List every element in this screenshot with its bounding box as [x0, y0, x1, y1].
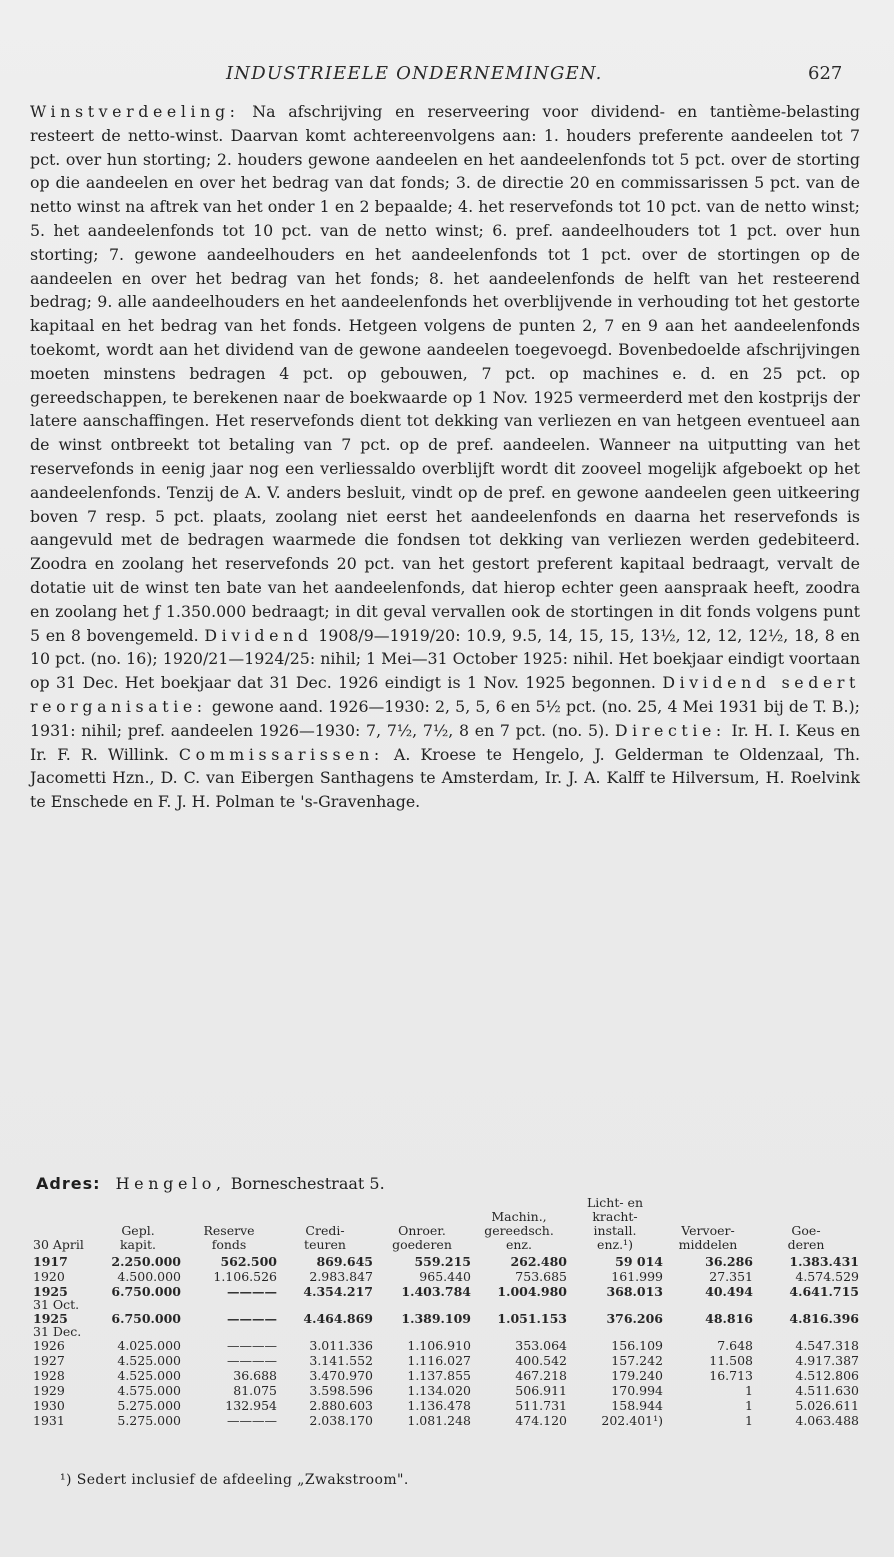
table-cell — [471, 1326, 567, 1338]
section-text-dividend: 1908/9—1919/20: 10.9, 9.5, 14, 15, 15, 13½, 12, 12, 12½, 18, 8 en 10 pct. (no. 16); 1920/21—1924/25: nihil; 1 Mei—31 October 1925: nihil. Het boekjaar eindigt voortaan op 31 Dec. Het boekjaar dat 31 Dec. 1926 eindigt is 1 Nov. 1925 begonnen. — [30, 625, 860, 693]
table-cell: 158.944 — [611, 1398, 663, 1413]
table-cell — [753, 1299, 859, 1311]
table-cell: 156.109 — [611, 1338, 663, 1353]
table-cell — [373, 1326, 471, 1338]
column-header: Goe- deren — [787, 1223, 825, 1252]
row-date-cell: 1920 — [33, 1269, 65, 1284]
table-cell: 132.954 — [225, 1398, 277, 1413]
table-row — [33, 1338, 859, 1353]
table-cell: 753.685 — [515, 1269, 567, 1284]
table-cell — [95, 1326, 181, 1338]
table-cell — [95, 1299, 181, 1311]
section-label-commissarissen: Commissarissen: — [178, 744, 384, 764]
table-row — [33, 1383, 859, 1398]
table-cell: 559.215 — [414, 1254, 471, 1269]
row-date-cell: 1926 — [33, 1338, 65, 1353]
table-cell: ———— — [227, 1284, 277, 1299]
table-cell — [567, 1299, 663, 1311]
footnote: ¹) Sedert inclusief de afdeeling „Zwakstroom". — [60, 1472, 409, 1488]
table-row — [33, 1368, 859, 1383]
table-cell: 4.525.000 — [117, 1353, 181, 1368]
table-cell: 262.480 — [510, 1254, 567, 1269]
table-cell: 36.688 — [233, 1368, 277, 1383]
table-cell: 27.351 — [709, 1269, 753, 1284]
address-street: Borneschestraat 5. — [230, 1174, 385, 1193]
section-label-directie: Directie: — [614, 720, 726, 740]
table-cell: 511.731 — [515, 1398, 567, 1413]
table-cell — [567, 1326, 663, 1338]
table-cell: 4.574.529 — [795, 1269, 859, 1284]
table-cell: 1 — [745, 1383, 753, 1398]
table-cell: 11.508 — [709, 1353, 753, 1368]
financial-table — [33, 1196, 859, 1428]
section-text-directie: Ir. H. I. Keus en Ir. F. R. Willink. — [30, 720, 860, 764]
row-date-cell: 1930 — [33, 1398, 65, 1413]
table-cell — [181, 1326, 277, 1338]
column-header: 30 April — [33, 1237, 84, 1252]
column-header: Reserve fonds — [203, 1223, 255, 1252]
body-text — [30, 100, 860, 814]
row-date-cell: 31 Oct. — [33, 1297, 80, 1312]
table-cell: 1.051.153 — [497, 1311, 567, 1326]
row-date-cell: 31 Dec. — [33, 1324, 82, 1339]
table-cell: 5.275.000 — [117, 1413, 181, 1428]
article-paragraph — [30, 100, 860, 814]
table-cell: 1.106.910 — [407, 1338, 471, 1353]
table-cell — [277, 1326, 373, 1338]
table-row — [33, 1353, 859, 1368]
table-cell: ———— — [227, 1338, 277, 1353]
table-cell: 179.240 — [611, 1368, 663, 1383]
table-row — [33, 1254, 859, 1269]
table-cell: 2.250.000 — [111, 1254, 181, 1269]
section-text-dividend-sedert: gewone aand. 1926—1930: 2, 5, 5, 6 en 5½ pct. (no. 25, 4 Mei 1931 bij de T. B.); 1931: nihil; pref. aandeelen 1926—1930: 7, 7½, 7½, 8 en 7 pct. (no. 5). — [30, 696, 860, 740]
section-label-winstverdeeling: Winstverdeeling: — [30, 102, 240, 121]
table-cell: 1.134.020 — [407, 1383, 471, 1398]
table-cell: 4.547.318 — [795, 1338, 859, 1353]
table-cell: 5.275.000 — [117, 1398, 181, 1413]
table-cell: 1 — [745, 1413, 753, 1428]
row-date-cell: 1917 — [33, 1254, 68, 1269]
section-text-winstverdeeling: Na afschrijving en reserveering voor dividend- en tantième-belasting resteert de netto-winst. Daarvan komt achtereenvolgens aan: 1. houders preferente aandeelen tot 7 pct. over hun storting; 2. houders gewone aandeelen en het aandeelenfonds tot 5 pct. over de storting op die aandeelen en over het bedrag van dat fonds; 3. de directie 20 en commissarissen 5 pct. van de netto winst na aftrek van het onder 1 en 2 bepaalde; 4. het reservefonds tot 10 pct. van de netto winst; 5. het aandeelenfonds tot 10 pct. van de netto winst; 6. pref. aandeelhouders tot 1 pct. over hun storting; 7. gewone aandeelhouders en het aandeelenfonds tot 1 pct. over de stortingen op de aandeelen en over het bedrag van het fonds; 8. het aandeelenfonds de helft van het resteerend bedrag; 9. alle aandeelhouders en het aandeelenfonds het overblijvende in verhouding tot het gestorte kapitaal en het bedrag van het fonds. Hetgeen volgens de punten 2, 7 en 9 aan het aandeelenfonds toekomt, wordt aan het dividend van de gewone aandeelen toegevoegd. Bovenbedoelde afschrijvingen moeten minstens bedragen 4 pct. op gebouwen, 7 pct. op machines e. d. en 25 pct. op gereedschappen, te berekenen naar de boekwaarde op 1 Nov. 1925 vermeerderd met den kostprijs der latere aanschaffingen. Het reservefonds dient tot dekking van verliezen en van hetgeen eventueel aan de winst ontbreekt tot betaling van 7 pct. op de pref. aandeelen. Wanneer na uitputting van het reservefonds in eenig jaar nog een verliessaldo overblijft wordt dit zooveel mogelijk afgeboekt op het aandeelenfonds. Tenzij de A. V. anders besluit, vindt op de pref. en gewone aandeelen geen uitkeering boven 7 resp. 5 pct. plaats, zoolang niet eerst het aandeelenfonds en daarna het reservefonds is aangevuld met de bedragen waarmede die fondsen tot dekking van verliezen werden gedebiteerd. Zoodra en zoolang het reservefonds 20 pct. van het gestort preferent kapitaal bedraagt, vervalt de dotatie uit de winst ten bate van het aandeelenfonds, dat hierop echter geen aanspraak heeft, zoodra en zoolang het ƒ 1.350.000 bedraagt; in dit geval vervallen ook de stortingen in dit fonds volgens punt 5 en 8 bovengemeld. — [30, 102, 860, 645]
table-cell: 1.081.248 — [407, 1413, 471, 1428]
table-cell — [753, 1326, 859, 1338]
table-cell: 353.064 — [515, 1338, 567, 1353]
table-cell: 1.116.027 — [407, 1353, 471, 1368]
column-header: Onroer. goederen — [392, 1223, 452, 1252]
table-cell: 4.641.715 — [789, 1284, 859, 1299]
table-cell: 1.137.855 — [407, 1368, 471, 1383]
table-body — [33, 1254, 859, 1428]
table-cell: 869.645 — [316, 1254, 373, 1269]
table-cell: ———— — [227, 1353, 277, 1368]
row-date-cell: 1925 — [33, 1311, 68, 1326]
table-cell: 474.120 — [515, 1413, 567, 1428]
table-cell: 4.464.869 — [303, 1311, 373, 1326]
table-cell: 157.242 — [611, 1353, 663, 1368]
table-cell: 5.026.611 — [795, 1398, 859, 1413]
table-cell: 4.816.396 — [789, 1311, 859, 1326]
row-date-cell: 1931 — [33, 1413, 65, 1428]
table-cell: 1.136.478 — [407, 1398, 471, 1413]
address-city: Hengelo, — [115, 1174, 226, 1193]
table-cell: 2.983.847 — [309, 1269, 373, 1284]
table-cell: 40.494 — [705, 1284, 753, 1299]
section-label-dividend: Dividend — [204, 625, 313, 645]
address-label: Adres: — [36, 1174, 101, 1193]
table-cell: 4.917.387 — [795, 1353, 859, 1368]
address-line — [36, 1173, 385, 1195]
table-cell: 3.141.552 — [309, 1353, 373, 1368]
table-cell: 3.598.596 — [309, 1383, 373, 1398]
table-cell: 3.011.336 — [309, 1338, 373, 1353]
section-text-commissarissen: A. Kroese te Hengelo, J. Gelderman te Oldenzaal, Th. Jacometti Hzn., D. C. van Eibergen Santhagens te Amsterdam, Ir. J. A. Kalff te Hilversum, H. Roelvink te Enschede en F. J. H. Polman te 's-Gravenhage. — [30, 744, 860, 812]
running-title: INDUSTRIEELE ONDERNEMINGEN. — [226, 63, 603, 84]
page-header — [0, 63, 894, 85]
table-cell: 81.075 — [233, 1383, 277, 1398]
table-cell: 4.063.488 — [795, 1413, 859, 1428]
table-cell: 562.500 — [220, 1254, 277, 1269]
table-row — [33, 1284, 859, 1299]
table-row — [33, 1269, 859, 1284]
table-cell: 965.440 — [419, 1269, 471, 1284]
table-cell: 4.525.000 — [117, 1368, 181, 1383]
page-number: 627 — [808, 63, 843, 84]
column-header: Vervoer- middelen — [678, 1223, 738, 1252]
table-cell: ———— — [227, 1311, 277, 1326]
table-cell: 7.648 — [717, 1338, 753, 1353]
table-cell: 467.218 — [515, 1368, 567, 1383]
table-row — [33, 1326, 859, 1338]
table-cell: 400.542 — [515, 1353, 567, 1368]
table-row — [33, 1311, 859, 1326]
table-cell: 4.025.000 — [117, 1338, 181, 1353]
table-cell: 1.004.980 — [497, 1284, 567, 1299]
table-cell: 3.470.970 — [309, 1368, 373, 1383]
table-cell: 376.206 — [606, 1311, 663, 1326]
row-date-cell: 1927 — [33, 1353, 65, 1368]
table-row — [33, 1299, 859, 1311]
table-cell: ———— — [227, 1413, 277, 1428]
table-cell — [471, 1299, 567, 1311]
table-cell: 59 014 — [615, 1254, 663, 1269]
table-cell: 4.512.806 — [795, 1368, 859, 1383]
table-cell — [663, 1326, 753, 1338]
table-cell: 1.403.784 — [401, 1284, 471, 1299]
table-cell — [181, 1299, 277, 1311]
table-cell: 506.911 — [515, 1383, 567, 1398]
table-cell: 161.999 — [611, 1269, 663, 1284]
table-cell: 48.816 — [705, 1311, 753, 1326]
table-cell — [277, 1299, 373, 1311]
table-cell: 4.511.630 — [795, 1383, 859, 1398]
table-cell: 2.880.603 — [309, 1398, 373, 1413]
table-cell — [663, 1299, 753, 1311]
row-date-cell: 1925 — [33, 1284, 68, 1299]
table-cell: 36.286 — [705, 1254, 753, 1269]
table-cell: 1 — [745, 1398, 753, 1413]
column-header: Gepl. kapit. — [119, 1223, 157, 1252]
table-cell: 16.713 — [709, 1368, 753, 1383]
table-cell: 4.575.000 — [117, 1383, 181, 1398]
column-header: Credi- teuren — [304, 1223, 346, 1252]
table-row — [33, 1398, 859, 1413]
table-cell: 368.013 — [606, 1284, 663, 1299]
table-cell: 4.500.000 — [117, 1269, 181, 1284]
row-date-cell: 1928 — [33, 1368, 65, 1383]
section-label-dividend-sedert: Dividend sedert reorganisatie: — [30, 673, 861, 716]
table-header-row — [33, 1196, 859, 1254]
table-cell — [373, 1299, 471, 1311]
table-cell: 2.038.170 — [309, 1413, 373, 1428]
table-cell: 202.401¹) — [601, 1413, 663, 1428]
table-cell: 1.389.109 — [401, 1311, 471, 1326]
financial-table-block — [33, 1196, 859, 1428]
table-cell: 170.994 — [611, 1383, 663, 1398]
table-cell: 6.750.000 — [111, 1284, 181, 1299]
table-cell: 1.106.526 — [213, 1269, 277, 1284]
table-cell: 6.750.000 — [111, 1311, 181, 1326]
column-header: Licht- en kracht- install. enz.¹) — [586, 1195, 644, 1252]
table-row — [33, 1413, 859, 1428]
table-cell: 1.383.431 — [789, 1254, 859, 1269]
table-cell: 4.354.217 — [303, 1284, 373, 1299]
column-header: Machin., gereedsch. enz. — [484, 1209, 554, 1252]
row-date-cell: 1929 — [33, 1383, 65, 1398]
